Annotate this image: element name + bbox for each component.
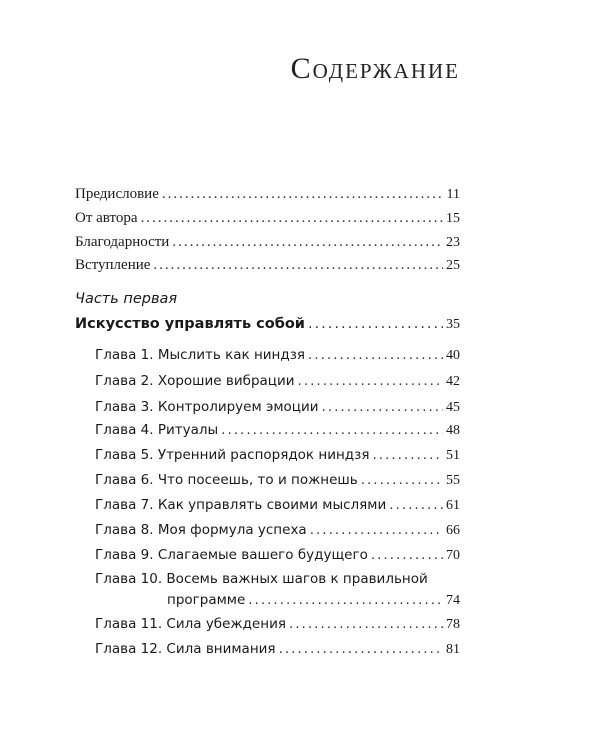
toc-entry-page: 11: [446, 187, 460, 202]
toc-entry-chapter-12[interactable]: [95, 641, 460, 658]
chapter-number: Глава 4.: [95, 422, 154, 438]
chapter-number: Глава 7.: [95, 497, 154, 513]
chapter-title-continuation: программе: [167, 592, 246, 608]
toc-entry-acknowledgements[interactable]: [75, 234, 460, 251]
toc-entry-chapter-7[interactable]: [95, 497, 460, 514]
part-title: Искусство управлять собой: [75, 316, 305, 332]
toc-entry-page: 78: [446, 617, 460, 632]
toc-entry-chapter-2[interactable]: [95, 373, 460, 390]
dot-leader: [308, 347, 443, 363]
chapter-number: Глава 6.: [95, 472, 154, 488]
part-label: Часть первая: [75, 291, 178, 307]
chapter-title: Слагаемые вашего будущего: [157, 547, 368, 563]
toc-entry-chapter-9[interactable]: [95, 547, 460, 564]
dot-leader: [279, 641, 443, 657]
toc-entry-label: Предисловие: [75, 186, 159, 202]
chapter-title: Восемь важных шагов к правильной: [166, 571, 428, 587]
toc-entry-chapter-10-line1[interactable]: [95, 571, 428, 587]
toc-entry-label: Вступление: [75, 257, 151, 273]
dot-leader: [172, 234, 443, 251]
toc-entry-page: 15: [446, 211, 460, 226]
toc-entry-label: Благодарности: [75, 234, 170, 250]
dot-leader: [310, 522, 443, 538]
toc-entry-from-author[interactable]: [75, 210, 460, 227]
toc-entry-chapter-10[interactable]: [167, 592, 460, 609]
dot-leader: [221, 422, 443, 438]
toc-entry-page: 23: [446, 235, 460, 250]
dot-leader: [308, 316, 443, 332]
chapter-title: Что посеешь, то и пожнешь: [157, 472, 358, 488]
toc-entry-chapter-4[interactable]: [95, 422, 460, 439]
toc-entry-page: 81: [446, 642, 460, 657]
toc-entry-page: 25: [446, 258, 460, 273]
toc-entry-part-one[interactable]: [75, 316, 460, 333]
toc-entry-preface[interactable]: [75, 186, 460, 203]
dot-leader: [153, 257, 443, 274]
dot-leader: [372, 447, 443, 463]
dot-leader: [162, 186, 444, 203]
dot-leader: [371, 547, 443, 563]
dot-leader: [248, 592, 443, 608]
chapter-number: Глава 12.: [95, 641, 163, 657]
chapter-title: Контролируем эмоции: [157, 399, 319, 415]
chapter-title: Ритуалы: [157, 422, 219, 438]
toc-entry-chapter-8[interactable]: [95, 522, 460, 539]
toc-entry-page: 74: [446, 593, 460, 608]
toc-entry-chapter-1[interactable]: [95, 347, 460, 364]
toc-entry-label: От автора: [75, 210, 138, 226]
toc-entry-chapter-6[interactable]: [95, 472, 460, 489]
toc-entry-page: 40: [446, 348, 460, 363]
toc-entry-page: 51: [446, 448, 460, 463]
toc-entry-page: 42: [446, 374, 460, 389]
toc-entry-page: 55: [446, 473, 460, 488]
toc-entry-page: 61: [446, 498, 460, 513]
chapter-number: Глава 3.: [95, 399, 154, 415]
chapter-title: Сила внимания: [166, 641, 276, 657]
toc-entry-chapter-3[interactable]: [95, 399, 460, 416]
chapter-title: Как управлять своими мыслями: [157, 497, 387, 513]
dot-leader: [298, 373, 443, 389]
toc-entry-introduction[interactable]: [75, 257, 460, 274]
chapter-title: Утренний распорядок ниндзя: [157, 447, 370, 463]
dot-leader: [389, 497, 443, 513]
chapter-title: Хорошие вибрации: [157, 373, 295, 389]
chapter-title: Мыслить как ниндзя: [157, 347, 306, 363]
toc-entry-chapter-11[interactable]: [95, 616, 460, 633]
dot-leader: [289, 616, 443, 632]
dot-leader: [361, 472, 443, 488]
chapter-number: Глава 5.: [95, 447, 154, 463]
chapter-number: Глава 11.: [95, 616, 163, 632]
page-title: Содержание: [290, 52, 460, 85]
toc-entry-page: 48: [446, 423, 460, 438]
chapter-title: Сила убеждения: [166, 616, 286, 632]
chapter-number: Глава 1.: [95, 347, 154, 363]
chapter-number: Глава 2.: [95, 373, 154, 389]
toc-entry-page: 70: [446, 548, 460, 563]
toc-entry-page: 35: [446, 317, 460, 332]
chapter-number: Глава 10.: [95, 571, 163, 587]
chapter-number: Глава 8.: [95, 522, 154, 538]
toc-entry-page: 45: [446, 400, 460, 415]
dot-leader: [322, 399, 443, 415]
chapter-title: Моя формула успеха: [157, 522, 307, 538]
dot-leader: [141, 210, 443, 227]
toc-entry-page: 66: [446, 523, 460, 538]
toc-entry-chapter-5[interactable]: [95, 447, 460, 464]
chapter-number: Глава 9.: [95, 547, 154, 563]
